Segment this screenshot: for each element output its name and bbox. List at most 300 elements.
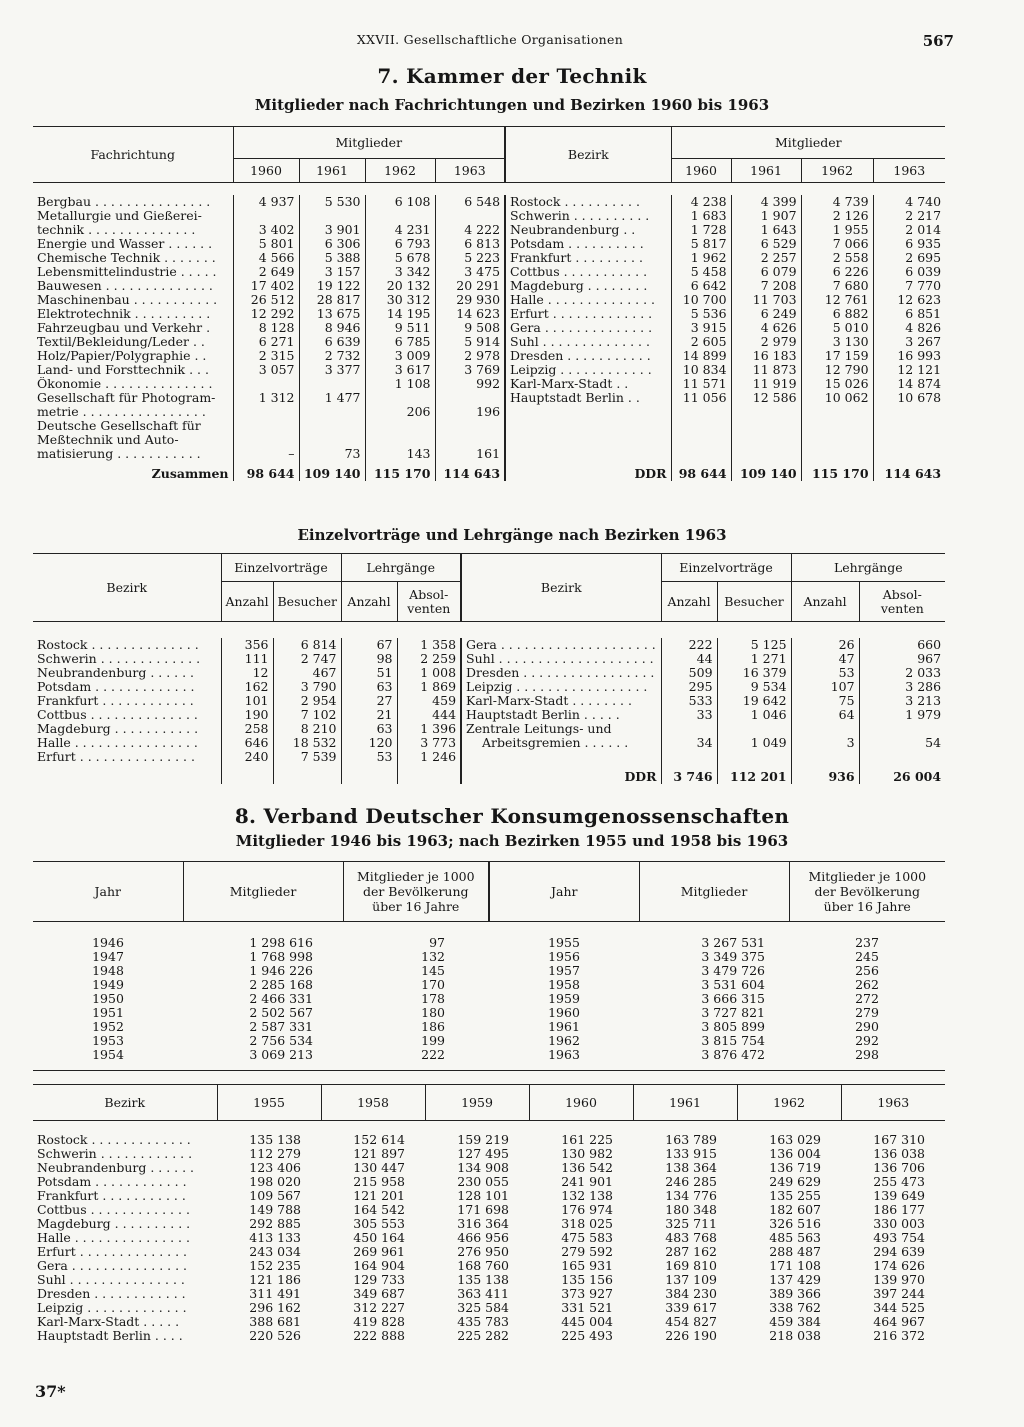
value-cell: 21: [341, 708, 397, 722]
bezirk-label: Neubrandenburg . . . . . .: [37, 666, 195, 680]
table2-title: Einzelvorträge und Lehrgänge nach Bezirken 1963: [297, 526, 727, 544]
value-cell: [801, 433, 873, 447]
bezirk-label: Hauptstadt Berlin . . . . .: [461, 708, 661, 722]
col-header-bezirk-left: Bezirk: [106, 579, 148, 595]
members-cell: 3 069 213: [249, 1048, 313, 1062]
value-cell: 316 364: [457, 1217, 509, 1231]
value-cell: 1 246: [397, 750, 461, 764]
bezirk-label: [461, 750, 661, 764]
table-row: [33, 209, 945, 223]
year-cell: 1962: [548, 1034, 580, 1048]
value-cell: 305 553: [353, 1217, 405, 1231]
year-cell: 1954: [92, 1048, 124, 1062]
year-header: 1960: [233, 159, 299, 183]
table-row: [33, 1189, 945, 1203]
value-cell: 373 927: [561, 1287, 613, 1301]
value-cell: 134 908: [457, 1161, 509, 1175]
value-cell: 3 157: [299, 265, 365, 279]
value-cell: [233, 433, 299, 447]
value-cell: 1 907: [731, 209, 801, 223]
value-cell: 111: [221, 652, 273, 666]
value-cell: 533: [661, 694, 717, 708]
members-by-field-and-district-table: [33, 126, 945, 481]
value-cell: [661, 750, 717, 764]
value-cell: 174 626: [873, 1259, 925, 1273]
year-header: 1961: [731, 159, 801, 183]
per-1000-cell: 186: [421, 1020, 445, 1034]
value-cell: 26 512: [233, 293, 299, 307]
value-cell: 14 623: [435, 307, 505, 321]
bezirk-label: Suhl . . . . . . . . . . . . . . . . . . . .: [461, 652, 661, 666]
value-cell: 133 915: [665, 1147, 717, 1161]
table-row: [33, 1301, 945, 1315]
bezirk-label: Potsdam . . . . . . . . . . . . .: [37, 680, 195, 694]
fachrichtung-label: Deutsche Gesellschaft für: [37, 419, 201, 433]
table-row: [33, 293, 945, 307]
value-cell: [435, 391, 505, 405]
bezirk-label: Hauptstadt Berlin . .: [505, 391, 671, 405]
value-cell: 1 312: [233, 391, 299, 405]
value-cell: 134 776: [665, 1189, 717, 1203]
value-cell: 464 967: [873, 1315, 925, 1329]
bezirk-label: Karl-Marx-Stadt . . . . . . . .: [461, 694, 661, 708]
value-cell: 27: [341, 694, 397, 708]
footer-signature-mark: 37*: [35, 1382, 66, 1401]
value-cell: 3 769: [435, 363, 505, 377]
value-cell: 493 754: [873, 1231, 925, 1245]
year-header: 1955: [217, 1085, 321, 1121]
value-cell: 19 642: [717, 694, 791, 708]
value-cell: 186 177: [873, 1203, 925, 1217]
fachrichtung-label: technik . . . . . . . . . . . . . .: [37, 223, 196, 237]
per-1000-cell: 180: [421, 1006, 445, 1020]
bezirk-label: Halle . . . . . . . . . . . . . . .: [37, 1231, 190, 1245]
value-cell: [873, 433, 945, 447]
value-cell: 466 956: [457, 1231, 509, 1245]
value-cell: 12 292: [233, 307, 299, 321]
value-cell: 165 931: [561, 1259, 613, 1273]
members-cell: 2 285 168: [249, 978, 313, 992]
value-cell: 2 649: [233, 265, 299, 279]
members-cell: 1 298 616: [249, 936, 313, 950]
bezirk-label: [505, 447, 671, 461]
page-number: 567: [922, 32, 954, 50]
empty-cell: [273, 764, 341, 784]
year-cell: 1956: [548, 950, 580, 964]
value-cell: 12 586: [731, 391, 801, 405]
value-cell: 30 312: [365, 293, 435, 307]
table-row: [33, 950, 945, 964]
per-1000-cell: 145: [421, 964, 445, 978]
bezirk-label: Karl-Marx-Stadt . .: [505, 377, 671, 391]
fachrichtung-label: Elektrotechnik . . . . . . . . . .: [37, 307, 211, 321]
value-cell: 475 583: [561, 1231, 613, 1245]
members-cell: 3 666 315: [701, 992, 765, 1006]
bezirk-label: Frankfurt . . . . . . . . .: [505, 251, 671, 265]
table-row: [33, 708, 945, 722]
value-cell: 1 477: [299, 391, 365, 405]
value-cell: 5 817: [671, 237, 731, 251]
value-cell: 198 020: [249, 1175, 301, 1189]
year-cell: 1949: [92, 978, 124, 992]
col-header-mitglieder-right: Mitglieder: [639, 862, 789, 922]
bezirk-label: Suhl . . . . . . . . . . . . . . .: [37, 1273, 185, 1287]
per-1000-cell: 298: [855, 1048, 879, 1062]
value-cell: 162: [221, 680, 273, 694]
chapter-header: XXVII. Gesellschaftliche Organisationen: [356, 32, 624, 47]
value-cell: 196: [435, 405, 505, 419]
value-cell: [233, 209, 299, 223]
value-cell: 6 785: [365, 335, 435, 349]
year-header: 1963: [435, 159, 505, 183]
table-row: [33, 652, 945, 666]
table1-title: Mitglieder nach Fachrichtungen und Bezirken 1960 bis 1963: [254, 96, 770, 114]
value-cell: 646: [221, 736, 273, 750]
value-cell: 33: [661, 708, 717, 722]
bezirk-label: Halle . . . . . . . . . . . . . . . .: [37, 736, 198, 750]
table-row: [33, 391, 945, 405]
value-cell: 159 219: [457, 1133, 509, 1147]
value-cell: 1 271: [717, 652, 791, 666]
year-cell: 1950: [92, 992, 124, 1006]
value-cell: 6 249: [731, 307, 801, 321]
value-cell: 4 626: [731, 321, 801, 335]
value-cell: 137 109: [665, 1273, 717, 1287]
value-cell: 450 164: [353, 1231, 405, 1245]
value-cell: 120: [341, 736, 397, 750]
table-row: [33, 1315, 945, 1329]
bezirk-label: Erfurt . . . . . . . . . . . . . . .: [37, 750, 195, 764]
year-cell: 1963: [548, 1048, 580, 1062]
spacer-row: [33, 183, 945, 196]
value-cell: 9 534: [717, 680, 791, 694]
bezirk-label: Halle . . . . . . . . . . . . . .: [505, 293, 671, 307]
total-value: 115 170: [801, 461, 873, 481]
value-cell: 1 108: [365, 377, 435, 391]
value-cell: 2 732: [299, 349, 365, 363]
year-cell: 1955: [548, 936, 580, 950]
value-cell: 3 213: [859, 694, 945, 708]
total-value: 114 643: [435, 461, 505, 481]
value-cell: 75: [791, 694, 859, 708]
table-row: [33, 1034, 945, 1048]
value-cell: 2 558: [801, 251, 873, 265]
spacer-row: [33, 622, 945, 639]
table-row: [33, 964, 945, 978]
col-header-bezirk: Bezirk: [505, 127, 671, 183]
value-cell: 164 542: [353, 1203, 405, 1217]
value-cell: 136 004: [769, 1147, 821, 1161]
value-cell: 1 358: [397, 638, 461, 652]
table-row: [33, 1161, 945, 1175]
table-row: [33, 265, 945, 279]
value-cell: 11 056: [671, 391, 731, 405]
value-cell: 279 592: [561, 1245, 613, 1259]
value-cell: 16 379: [717, 666, 791, 680]
value-cell: 3 286: [859, 680, 945, 694]
value-cell: 64: [791, 708, 859, 722]
table-row: [33, 1203, 945, 1217]
table-row: [33, 1245, 945, 1259]
value-cell: 6 079: [731, 265, 801, 279]
value-cell: 269 961: [353, 1245, 405, 1259]
total-label: Zusammen: [151, 466, 229, 481]
value-cell: 180 348: [665, 1203, 717, 1217]
value-cell: 3 790: [273, 680, 341, 694]
col-header-jahr-right: Jahr: [489, 862, 639, 922]
value-cell: 660: [859, 638, 945, 652]
value-cell: 2 259: [397, 652, 461, 666]
value-cell: 11 571: [671, 377, 731, 391]
value-cell: 5 223: [435, 251, 505, 265]
value-cell: 6 226: [801, 265, 873, 279]
fachrichtung-label: Fahrzeugbau und Verkehr .: [37, 321, 211, 335]
value-cell: [873, 405, 945, 419]
value-cell: 190: [221, 708, 273, 722]
value-cell: 123 406: [249, 1161, 301, 1175]
value-cell: 459 384: [769, 1315, 821, 1329]
value-cell: 485 563: [769, 1231, 821, 1245]
table-row: [33, 251, 945, 265]
subcol-header: Anzahl: [661, 582, 717, 622]
per-1000-cell: 262: [855, 978, 879, 992]
bezirk-label: Arbeitsgremien . . . . . .: [461, 736, 661, 750]
value-cell: 220 526: [249, 1329, 301, 1343]
value-cell: 389 366: [769, 1287, 821, 1301]
value-cell: 3 617: [365, 363, 435, 377]
value-cell: [717, 750, 791, 764]
col-header-bezirk-right: Bezirk: [461, 554, 661, 622]
bezirk-label: Leipzig . . . . . . . . . . . .: [505, 363, 671, 377]
bezirk-label: Potsdam . . . . . . . . . . . .: [37, 1175, 187, 1189]
table-row: [33, 1329, 945, 1343]
table-row: [33, 1048, 945, 1062]
value-cell: 20 291: [435, 279, 505, 293]
value-cell: 240: [221, 750, 273, 764]
value-cell: 5 678: [365, 251, 435, 265]
table-row: [33, 750, 945, 764]
value-cell: 139 649: [873, 1189, 925, 1203]
spacer-row: [33, 922, 945, 937]
bezirk-label: Rostock . . . . . . . . . . . . .: [37, 1133, 191, 1147]
table-row: [33, 377, 945, 391]
value-cell: 152 235: [249, 1259, 301, 1273]
value-cell: [365, 209, 435, 223]
value-cell: 149 788: [249, 1203, 301, 1217]
per-1000-cell: 170: [421, 978, 445, 992]
members-cell: 2 756 534: [249, 1034, 313, 1048]
bezirk-label: Neubrandenburg . .: [505, 223, 671, 237]
value-cell: 143: [365, 447, 435, 461]
bezirk-label: Magdeburg . . . . . . . .: [505, 279, 671, 293]
per-1000-cell: 279: [855, 1006, 879, 1020]
per-1000-cell: 256: [855, 964, 879, 978]
table-row: [33, 1175, 945, 1189]
fachrichtung-label: Maschinenbau . . . . . . . . . . .: [37, 293, 218, 307]
value-cell: 7 539: [273, 750, 341, 764]
value-cell: 5 010: [801, 321, 873, 335]
value-cell: [233, 377, 299, 391]
members-cell: 3 876 472: [701, 1048, 765, 1062]
value-cell: 2 605: [671, 335, 731, 349]
value-cell: 164 904: [353, 1259, 405, 1273]
value-cell: 444: [397, 708, 461, 722]
value-cell: 6 529: [731, 237, 801, 251]
bezirk-label: Neubrandenburg . . . . . .: [37, 1161, 195, 1175]
members-cell: 3 267 531: [701, 936, 765, 950]
value-cell: [299, 377, 365, 391]
bezirk-label: Frankfurt . . . . . . . . . . . .: [37, 694, 194, 708]
col-header-per-1000: Mitglieder je 1000 der Bevölkerung über 16 Jahre: [343, 862, 489, 922]
value-cell: 276 950: [457, 1245, 509, 1259]
value-cell: 101: [221, 694, 273, 708]
value-cell: 47: [791, 652, 859, 666]
value-cell: 139 970: [873, 1273, 925, 1287]
subcol-header: Anzahl: [791, 582, 859, 622]
value-cell: 127 495: [457, 1147, 509, 1161]
value-cell: 171 108: [769, 1259, 821, 1273]
value-cell: 6 642: [671, 279, 731, 293]
total-label: DDR: [505, 461, 671, 481]
bezirk-label: Schwerin . . . . . . . . . . . . .: [37, 652, 201, 666]
per-1000-cell: 199: [421, 1034, 445, 1048]
value-cell: 3 773: [397, 736, 461, 750]
col-header-mitglieder: Mitglieder: [183, 862, 343, 922]
value-cell: 246 285: [665, 1175, 717, 1189]
section-8-subtitle: Mitglieder 1946 bis 1963; nach Bezirken 1955 und 1958 bis 1963: [235, 832, 789, 850]
col-group-einzelvortraege-right: Einzelvorträge: [661, 554, 791, 582]
value-cell: 15 026: [801, 377, 873, 391]
bezirk-label: Leipzig . . . . . . . . . . . . .: [37, 1301, 187, 1315]
subcol-header: Anzahl: [341, 582, 397, 622]
value-cell: 467: [273, 666, 341, 680]
value-cell: 287 162: [665, 1245, 717, 1259]
year-header: 1960: [529, 1085, 633, 1121]
value-cell: 312 227: [353, 1301, 405, 1315]
value-cell: 54: [859, 736, 945, 750]
value-cell: 135 156: [561, 1273, 613, 1287]
per-1000-cell: 290: [855, 1020, 879, 1034]
total-row: [33, 461, 945, 481]
value-cell: 331 521: [561, 1301, 613, 1315]
value-cell: 1 046: [717, 708, 791, 722]
value-cell: [731, 433, 801, 447]
value-cell: 112 279: [249, 1147, 301, 1161]
value-cell: [435, 433, 505, 447]
total-value: 98 644: [671, 461, 731, 481]
value-cell: 163 789: [665, 1133, 717, 1147]
value-cell: 4 222: [435, 223, 505, 237]
col-group-lehrgaenge-right: Lehrgänge: [791, 554, 945, 582]
bezirk-label: Gera . . . . . . . . . . . . . .: [505, 321, 671, 335]
value-cell: 17 402: [233, 279, 299, 293]
value-cell: 2 126: [801, 209, 873, 223]
value-cell: 7 208: [731, 279, 801, 293]
value-cell: 135 138: [457, 1273, 509, 1287]
value-cell: 63: [341, 722, 397, 736]
bezirk-label: Magdeburg . . . . . . . . . .: [37, 1217, 191, 1231]
bezirk-label: Schwerin . . . . . . . . . . . .: [37, 1147, 193, 1161]
value-cell: 20 132: [365, 279, 435, 293]
value-cell: 384 230: [665, 1287, 717, 1301]
value-cell: 5 125: [717, 638, 791, 652]
col-group-einzelvortraege: Einzelvorträge: [221, 554, 341, 582]
spacer-row: [33, 1062, 945, 1071]
total-row: [33, 764, 945, 784]
value-cell: 29 930: [435, 293, 505, 307]
value-cell: 218 038: [769, 1329, 821, 1343]
value-cell: [671, 419, 731, 433]
value-cell: 7 680: [801, 279, 873, 293]
value-cell: 296 162: [249, 1301, 301, 1315]
value-cell: [791, 750, 859, 764]
col-header-fachrichtung: Fachrichtung: [90, 146, 175, 162]
value-cell: 6 793: [365, 237, 435, 251]
bezirk-label: Dresden . . . . . . . . . . .: [505, 349, 671, 363]
table-row: [33, 223, 945, 237]
year-cell: 1953: [92, 1034, 124, 1048]
table-row: [33, 363, 945, 377]
value-cell: 182 607: [769, 1203, 821, 1217]
bezirk-label: Cottbus . . . . . . . . . . . . . .: [37, 708, 198, 722]
value-cell: 5 536: [671, 307, 731, 321]
total-value: 3 746: [661, 764, 717, 784]
value-cell: 8 128: [233, 321, 299, 335]
value-cell: 8 210: [273, 722, 341, 736]
fachrichtung-label: Holz/Papier/Polygraphie . .: [37, 349, 207, 363]
bezirk-label: Leipzig . . . . . . . . . . . . . . . . .: [461, 680, 661, 694]
members-by-year-table: [33, 861, 945, 1071]
fachrichtung-label: Textil/Bekleidung/Leder . .: [37, 335, 205, 349]
table-row: [33, 638, 945, 652]
value-cell: 8 946: [299, 321, 365, 335]
bezirk-label: [505, 419, 671, 433]
per-1000-cell: 272: [855, 992, 879, 1006]
table-row: [33, 936, 945, 950]
value-cell: 34: [661, 736, 717, 750]
value-cell: 6 039: [873, 265, 945, 279]
empty-cell: [341, 764, 397, 784]
total-value: 114 643: [873, 461, 945, 481]
value-cell: 10 678: [873, 391, 945, 405]
value-cell: 12 121: [873, 363, 945, 377]
value-cell: 16 183: [731, 349, 801, 363]
year-cell: 1958: [548, 978, 580, 992]
section-7-title: 7. Kammer der Technik: [377, 64, 647, 88]
value-cell: 2 033: [859, 666, 945, 680]
value-cell: 5 530: [299, 195, 365, 209]
value-cell: 2 014: [873, 223, 945, 237]
table-row: [33, 419, 945, 433]
value-cell: 136 719: [769, 1161, 821, 1175]
value-cell: 1 643: [731, 223, 801, 237]
value-cell: [731, 447, 801, 461]
value-cell: 44: [661, 652, 717, 666]
value-cell: 3 267: [873, 335, 945, 349]
members-cell: 2 587 331: [249, 1020, 313, 1034]
members-cell: 3 805 899: [701, 1020, 765, 1034]
value-cell: 255 473: [873, 1175, 925, 1189]
value-cell: 169 810: [665, 1259, 717, 1273]
value-cell: 163 029: [769, 1133, 821, 1147]
table-row: [33, 1020, 945, 1034]
value-cell: 3 130: [801, 335, 873, 349]
value-cell: 10 700: [671, 293, 731, 307]
value-cell: 137 429: [769, 1273, 821, 1287]
value-cell: 4 399: [731, 195, 801, 209]
year-header: 1962: [801, 159, 873, 183]
table-row: [33, 1287, 945, 1301]
